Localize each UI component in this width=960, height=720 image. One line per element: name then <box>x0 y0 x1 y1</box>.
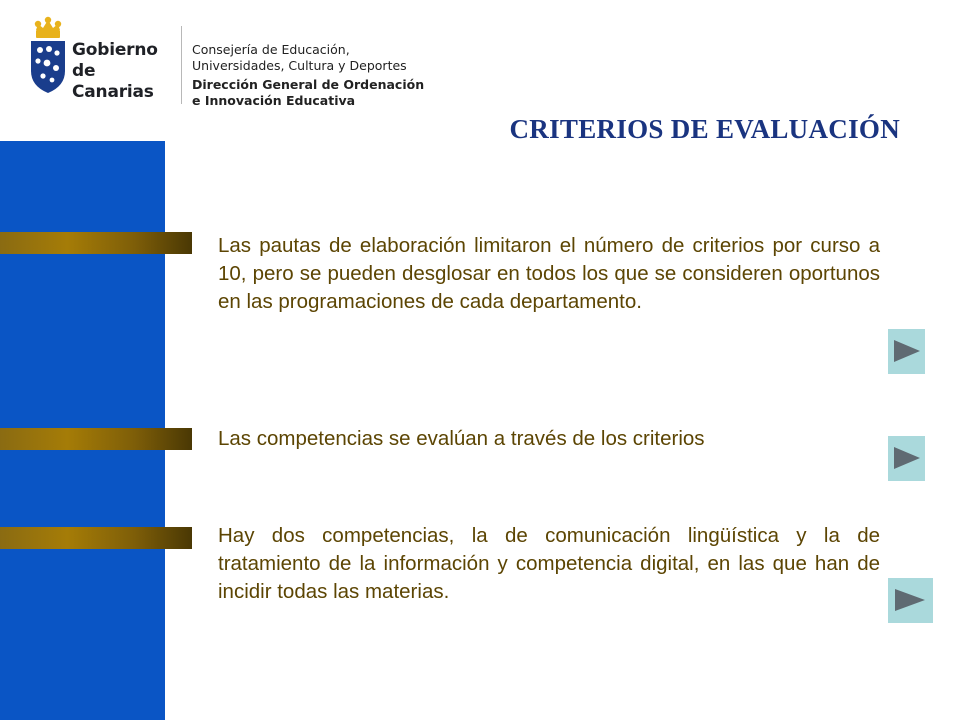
next-button[interactable] <box>888 578 933 623</box>
department-line2: Universidades, Cultura y Deportes <box>192 58 407 73</box>
department-line3: Dirección General de Ordenación <box>192 77 425 92</box>
logo-name-line2: de Canarias <box>72 61 154 102</box>
next-button[interactable] <box>888 329 925 374</box>
paragraph-competencies: Las competencias se evalúan a través de los criterios <box>218 427 705 450</box>
bullet-bar <box>0 428 192 450</box>
paragraph-two-competencies: Hay dos competencias, la de comunicación lingüística y la de tratamiento de la información y competencia digital, en las que han de incidir todas las materias. <box>218 524 880 603</box>
paragraph-criteria-limit: Las pautas de elaboración limitaron el número de criterios por curso a 10, pero se pueden desglosar en todos los que se consideren oportunos en las programaciones de cada departamento. <box>218 234 880 313</box>
department-line1: Consejería de Educación, <box>192 42 350 57</box>
bullet-bar <box>0 527 192 549</box>
department-name <box>192 42 424 109</box>
directorate-name <box>192 77 424 109</box>
next-button[interactable] <box>888 436 925 481</box>
gobierno-de-canarias-logo <box>28 16 168 102</box>
slide-title: CRITERIOS DE EVALUACIÓN <box>509 114 900 144</box>
bullet-bar <box>0 232 192 254</box>
logo-wordmark <box>72 40 168 103</box>
canarias-crown-shield-icon <box>28 16 68 96</box>
play-arrow-icon <box>894 588 926 612</box>
logo-divider <box>181 26 182 104</box>
department-line4: e Innovación Educativa <box>192 93 356 108</box>
play-arrow-icon <box>893 446 921 470</box>
logo-name-line1: Gobierno <box>72 40 158 60</box>
play-arrow-icon <box>893 339 921 363</box>
